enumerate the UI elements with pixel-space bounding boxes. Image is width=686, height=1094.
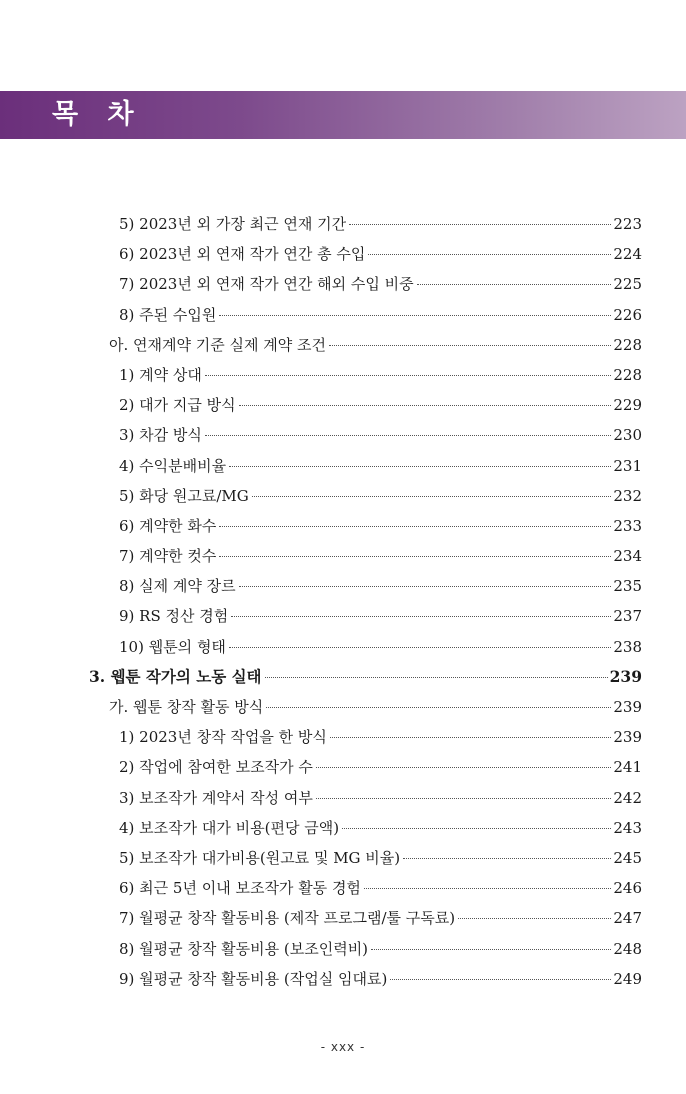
- toc-entry-label: 6) 최근 5년 이내 보조작가 활동 경험: [119, 879, 361, 898]
- toc-entry[interactable]: [0, 390, 686, 420]
- toc-dot-leader: [219, 526, 611, 527]
- toc-dot-leader: [368, 254, 611, 255]
- toc-dot-leader: [403, 858, 611, 859]
- toc-entry-page-number: 239: [613, 728, 642, 747]
- toc-entry-label: 9) 월평균 창작 활동비용 (작업실 임대료): [119, 969, 388, 988]
- toc-entry-page-number: 229: [613, 396, 642, 415]
- toc-entry-page-number: 242: [613, 788, 642, 807]
- toc-dot-leader: [219, 556, 611, 557]
- toc-entry-label: 4) 보조작가 대가 비용(편당 금액): [119, 818, 340, 837]
- toc-entry-page-number: 228: [613, 335, 642, 354]
- toc-dot-leader: [390, 979, 611, 980]
- toc-entry[interactable]: [0, 873, 686, 903]
- toc-entry[interactable]: [0, 511, 686, 541]
- toc-entry[interactable]: [0, 813, 686, 843]
- toc-dot-leader: [229, 466, 611, 467]
- toc-dot-leader: [342, 828, 611, 829]
- toc-entry-page-number: 249: [613, 969, 642, 988]
- toc-entry-label: 8) 월평균 창작 활동비용 (보조인력비): [119, 939, 369, 958]
- toc-dot-leader: [231, 616, 611, 617]
- toc-entry[interactable]: [0, 451, 686, 481]
- toc-entry[interactable]: [0, 360, 686, 390]
- page-number: - xxx -: [320, 1040, 366, 1054]
- toc-dot-leader: [349, 224, 611, 225]
- toc-entry-page-number: 228: [613, 365, 642, 384]
- toc-dot-leader: [329, 345, 611, 346]
- toc-entry-page-number: 225: [613, 275, 642, 294]
- toc-header-band: [0, 91, 686, 139]
- toc-entry-page-number: 248: [613, 939, 642, 958]
- toc-entry-label: 6) 2023년 외 연재 작가 연간 총 수입: [119, 245, 366, 264]
- toc-entry[interactable]: [0, 843, 686, 873]
- toc-entry-page-number: 239: [613, 698, 642, 716]
- toc-entry-label: 7) 월평균 창작 활동비용 (제작 프로그램/툴 구독료): [119, 909, 456, 928]
- toc-entry-page-number: 223: [613, 215, 642, 233]
- toc-entry[interactable]: [0, 662, 686, 692]
- toc-entry-page-number: 231: [613, 456, 642, 475]
- toc-entry-page-number: 247: [613, 909, 642, 928]
- toc-entry[interactable]: [0, 903, 686, 933]
- toc-dot-leader: [371, 949, 611, 950]
- toc-entry[interactable]: [0, 632, 686, 662]
- toc-entry-label: 2) 대가 지급 방식: [119, 396, 236, 415]
- toc-entry-label: 3) 보조작가 계약서 작성 여부: [119, 788, 313, 807]
- toc-entry-page-number: 246: [613, 879, 642, 898]
- toc-entry-label: 7) 계약한 컷수: [119, 547, 217, 566]
- toc-entry[interactable]: [0, 330, 686, 360]
- toc-entry-label: 가. 웹툰 창작 활동 방식: [109, 698, 264, 716]
- toc-entry[interactable]: [0, 571, 686, 601]
- toc-entry-label: 5) 2023년 외 가장 최근 연재 기간: [119, 215, 347, 233]
- toc-dot-leader: [458, 918, 611, 919]
- toc-entry-page-number: 237: [613, 607, 642, 626]
- toc-entry-page-number: 239: [609, 666, 642, 686]
- table-of-contents: [0, 209, 686, 994]
- toc-entry[interactable]: [0, 269, 686, 299]
- toc-dot-leader: [266, 707, 611, 708]
- toc-dot-leader: [252, 496, 612, 497]
- toc-dot-leader: [219, 315, 611, 316]
- toc-dot-leader: [316, 798, 612, 799]
- toc-entry-page-number: 243: [613, 818, 642, 837]
- toc-dot-leader: [265, 677, 608, 678]
- toc-entry-page-number: 232: [613, 486, 642, 505]
- toc-header-title: 목 차: [52, 99, 144, 130]
- toc-dot-leader: [205, 375, 611, 376]
- toc-entry-page-number: 245: [613, 848, 642, 867]
- toc-entry-label: 8) 주된 수입원: [119, 305, 217, 324]
- toc-dot-leader: [205, 435, 611, 436]
- toc-entry-label: 2) 작업에 참여한 보조작가 수: [119, 758, 313, 777]
- toc-entry-label: 6) 계약한 화수: [119, 516, 217, 535]
- toc-entry-page-number: 224: [613, 245, 642, 264]
- toc-entry-page-number: 234: [613, 547, 642, 566]
- toc-dot-leader: [229, 647, 611, 648]
- toc-entry-label: 1) 2023년 창작 작업을 한 방식: [119, 728, 327, 747]
- toc-entry-label: 9) RS 정산 경험: [119, 607, 229, 626]
- toc-entry[interactable]: [0, 692, 686, 722]
- toc-entry[interactable]: [0, 783, 686, 813]
- toc-entry[interactable]: [0, 300, 686, 330]
- toc-dot-leader: [239, 405, 612, 406]
- toc-entry[interactable]: [0, 934, 686, 964]
- toc-entry-label: 아. 연재계약 기준 실제 계약 조건: [109, 335, 326, 354]
- toc-entry-label: 3) 차감 방식: [119, 426, 202, 445]
- toc-entry[interactable]: [0, 420, 686, 450]
- toc-entry[interactable]: [0, 239, 686, 269]
- toc-dot-leader: [364, 888, 611, 889]
- toc-entry-page-number: 233: [613, 516, 642, 535]
- toc-entry[interactable]: [0, 209, 686, 239]
- toc-entry-label: 8) 실제 계약 장르: [119, 577, 236, 596]
- toc-entry-label: 5) 화당 원고료/MG: [119, 486, 249, 505]
- toc-entry[interactable]: [0, 541, 686, 571]
- toc-entry-page-number: 241: [613, 758, 642, 777]
- toc-entry-label: 5) 보조작가 대가비용(원고료 및 MG 비율): [119, 848, 401, 867]
- toc-dot-leader: [330, 737, 612, 738]
- toc-entry[interactable]: [0, 752, 686, 782]
- toc-entry-label: 3. 웹툰 작가의 노동 실태: [89, 666, 262, 686]
- toc-entry-label: 1) 계약 상대: [119, 365, 202, 384]
- toc-entry-page-number: 238: [613, 637, 642, 656]
- toc-dot-leader: [239, 586, 612, 587]
- toc-entry[interactable]: [0, 722, 686, 752]
- toc-entry-label: 7) 2023년 외 연재 작가 연간 해외 수입 비중: [119, 275, 414, 294]
- toc-entry[interactable]: [0, 964, 686, 994]
- toc-dot-leader: [316, 767, 612, 768]
- toc-entry-page-number: 235: [613, 577, 642, 596]
- toc-entry-page-number: 226: [613, 305, 642, 324]
- toc-entry-page-number: 230: [613, 426, 642, 445]
- toc-dot-leader: [417, 284, 612, 285]
- toc-entry-label: 10) 웹툰의 형태: [119, 637, 226, 656]
- toc-entry[interactable]: [0, 481, 686, 511]
- toc-entry[interactable]: [0, 601, 686, 631]
- toc-entry-label: 4) 수익분배비율: [119, 456, 227, 475]
